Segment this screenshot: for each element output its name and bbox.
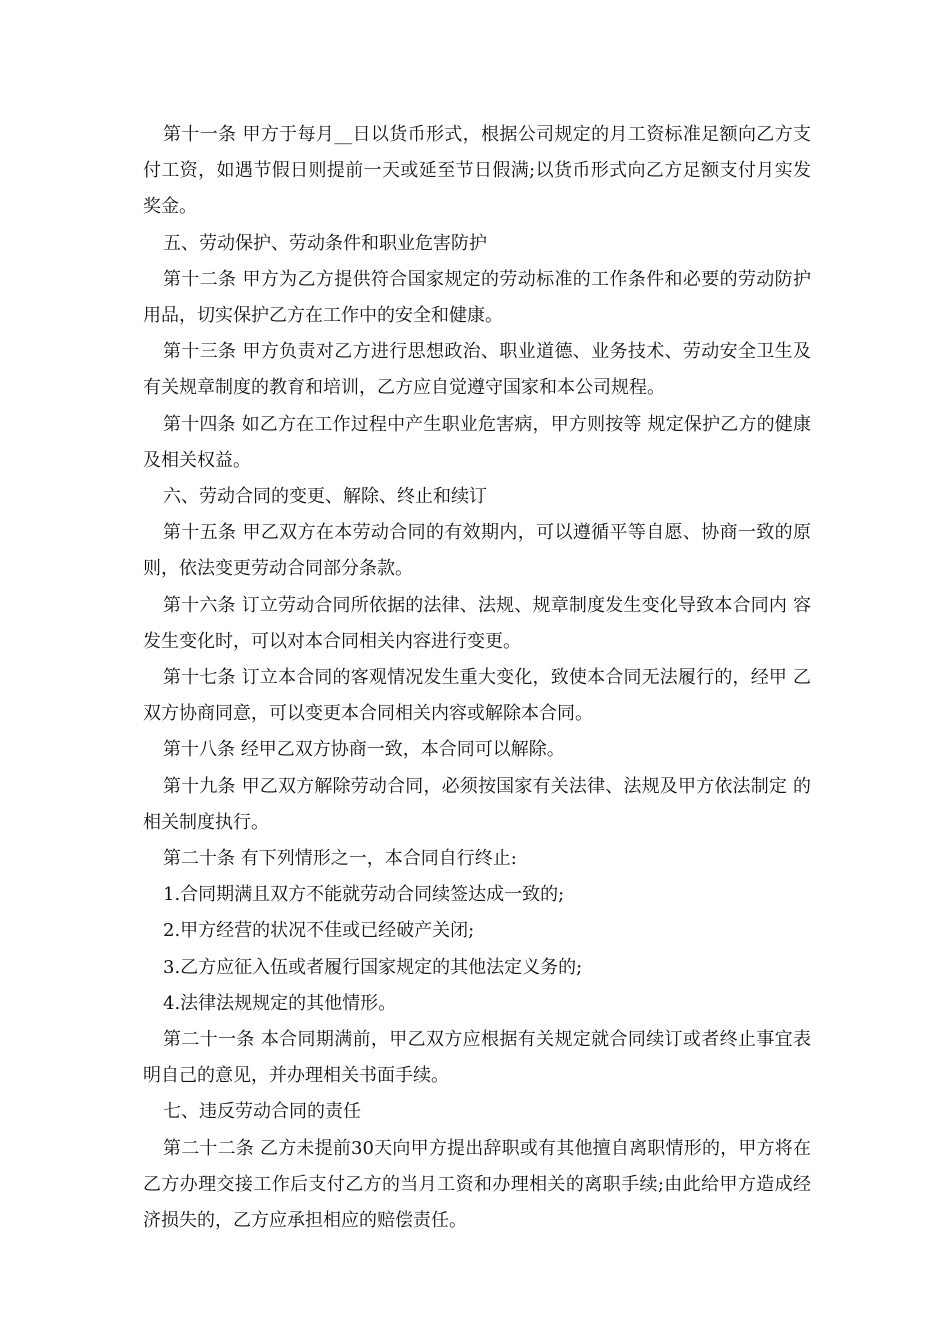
article-12: 第十二条 甲方为乙方提供符合国家规定的劳动标准的工作条件和必要的劳动防护用品，切实保护乙方在工作中的安全和健康。 (143, 268, 811, 327)
section-heading-5: 五、劳动保护、劳动条件和职业危害防护 (163, 232, 487, 254)
article-13: 第十三条 甲方负责对乙方进行思想政治、职业道德、业务技术、劳动安全卫生及 有关规章制度的教育和培训，乙方应自觉遵守国家和本公司规程。 (143, 341, 811, 399)
article-15: 第十五条 甲乙双方在本劳动合同的有效期内，可以遵循平等自愿、协商一致的原则，依法变更劳动合同部分条款。 (143, 522, 811, 580)
section-heading-7: 七、违反劳动合同的责任 (163, 1101, 361, 1123)
list-item-2: 2.甲方经营的状况不佳或已经破产关闭; (163, 920, 475, 942)
article-16: 第十六条 订立劳动合同所依据的法律、法规、规章制度发生变化导致本合同内 容发生变化时，可以对本合同相关内容进行变更。 (143, 594, 811, 652)
contract-body (143, 117, 811, 1239)
list-item-3: 3.乙方应征入伍或者履行国家规定的其他法定义务的; (163, 956, 583, 978)
article-20: 第二十条 有下列情形之一，本合同自行终止: (163, 848, 517, 870)
list-item-1: 1.合同期满且双方不能就劳动合同续签达成一致的; (163, 884, 565, 906)
article-22: 第二十二条 乙方未提前30天向甲方提出辞职或有其他擅自离职情形的，甲方将在乙方办理交接工作后支付乙方的当月工资和办理相关的离职手续;由此给甲方造成经济损失的，乙方应承担相应的赔偿责任。 (143, 1137, 811, 1232)
article-19: 第十九条 甲乙双方解除劳动合同，必须按国家有关法律、法规及甲方依法制定 的相关制度执行。 (143, 775, 811, 833)
list-item-4: 4.法律法规规定的其他情形。 (163, 992, 397, 1014)
article-21: 第二十一条 本合同期满前，甲乙双方应根据有关规定就合同续订或者终止事宜表 明自己的意见，并办理相关书面手续。 (143, 1029, 811, 1087)
article-11: 第十一条 甲方于每月__日以货币形式，根据公司规定的月工资标准足额向乙方支付工资，如遇节假日则提前一天或延至节日假满;以货币形式向乙方足额支付月实发奖金。 (143, 124, 811, 218)
article-14: 第十四条 如乙方在工作过程中产生职业危害病，甲方则按等 规定保护乙方的健康及相关权益。 (143, 413, 811, 471)
section-heading-6: 六、劳动合同的变更、解除、终止和续订 (163, 486, 487, 508)
article-17: 第十七条 订立本合同的客观情况发生重大变化，致使本合同无法履行的，经甲 乙双方协商同意，可以变更本合同相关内容或解除本合同。 (143, 667, 811, 725)
article-18: 第十八条 经甲乙双方协商一致，本合同可以解除。 (163, 739, 565, 761)
